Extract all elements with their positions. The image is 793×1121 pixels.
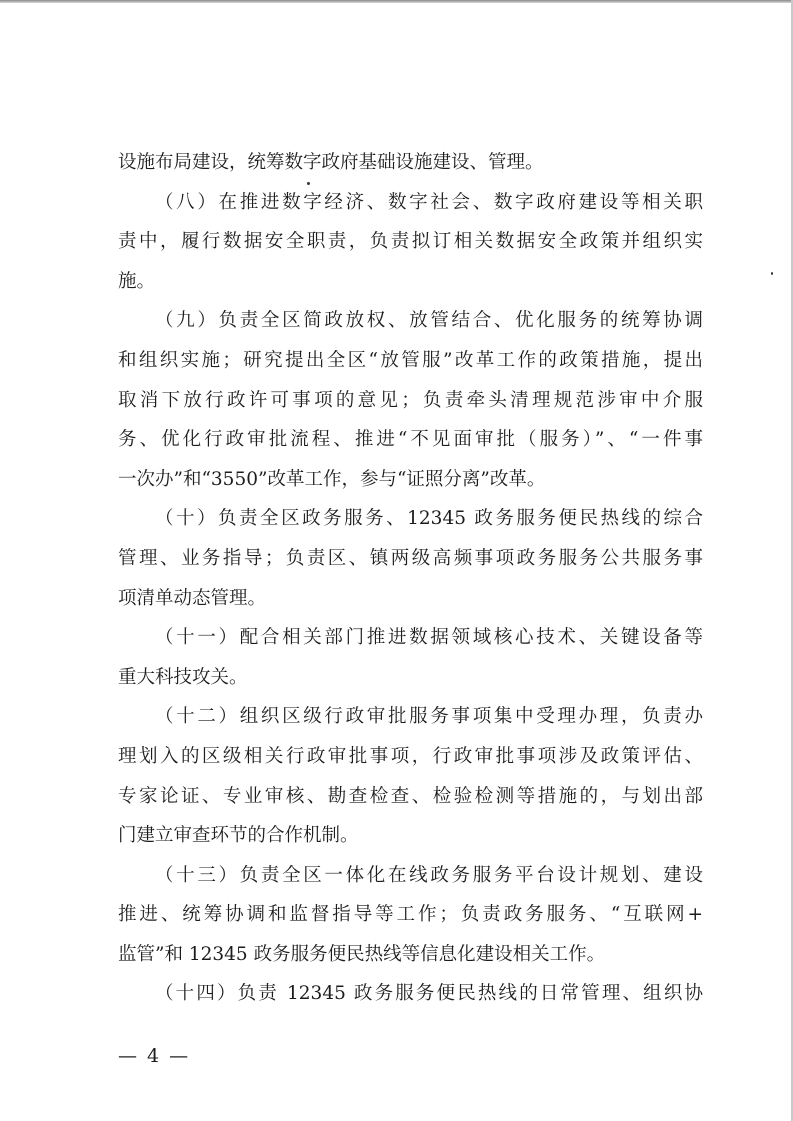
text-line: 专家论证、专业审核、勘查检查、检验检测等措施的，与划出部: [118, 785, 703, 807]
scan-top-edge: [0, 0, 793, 3]
text-line: 推进、统筹协调和监督指导等工作；负责政务服务、“互联网+: [118, 904, 703, 926]
page-number: — 4 —: [118, 1045, 191, 1067]
text-line: （十四）负责 12345 政务服务便民热线的日常管理、组织协: [155, 983, 703, 1005]
text-line: 和组织实施；研究提出全区“放管服”改革工作的政策措施，提出: [118, 349, 703, 371]
document-body: [118, 150, 703, 1021]
text-line: 施。: [118, 270, 156, 292]
text-line: （十一）配合相关部门推进数据领域核心技术、关键设备等: [155, 627, 703, 649]
text-line: （九）负责全区简政放权、放管结合、优化服务的统筹协调: [155, 310, 703, 332]
text-line: 门建立审查环节的合作机制。: [118, 825, 359, 847]
text-line: 取消下放行政许可事项的意见；负责牵头清理规范涉审中介服: [118, 389, 703, 411]
scan-speck: [771, 272, 773, 275]
text-line: 重大科技攻关。: [118, 666, 248, 688]
text-line: （十）负责全区政务服务、12345 政务服务便民热线的综合: [155, 508, 703, 530]
text-line: （八）在推进数字经济、数字社会、数字政府建设等相关职: [155, 191, 703, 213]
text-line: 务、优化行政审批流程、推进“不见面审批（服务）”、“一件事: [118, 429, 703, 451]
text-line: 管理、业务指导；负责区、镇两级高频事项政务服务公共服务事: [118, 547, 703, 569]
text-line: 责中，履行数据安全职责，负责拟订相关数据安全政策并组织实: [118, 231, 703, 253]
text-line: 设施布局建设，统筹数字政府基础设施建设、管理。: [118, 152, 544, 173]
text-line: （十二）组织区级行政审批服务事项集中受理办理，负责办: [155, 706, 703, 728]
text-line: 监管”和 12345 政务服务便民热线等信息化建设相关工作。: [118, 943, 606, 965]
text-line: （十三）负责全区一体化在线政务服务平台设计规划、建设: [155, 864, 703, 886]
text-line: 一次办”和“3550”改革工作，参与“证照分离”改革。: [118, 468, 546, 490]
scan-speck: [307, 182, 310, 185]
text-line: 理划入的区级相关行政审批事项，行政审批事项涉及政策评估、: [118, 745, 703, 767]
text-line: 项清单动态管理。: [118, 587, 267, 609]
